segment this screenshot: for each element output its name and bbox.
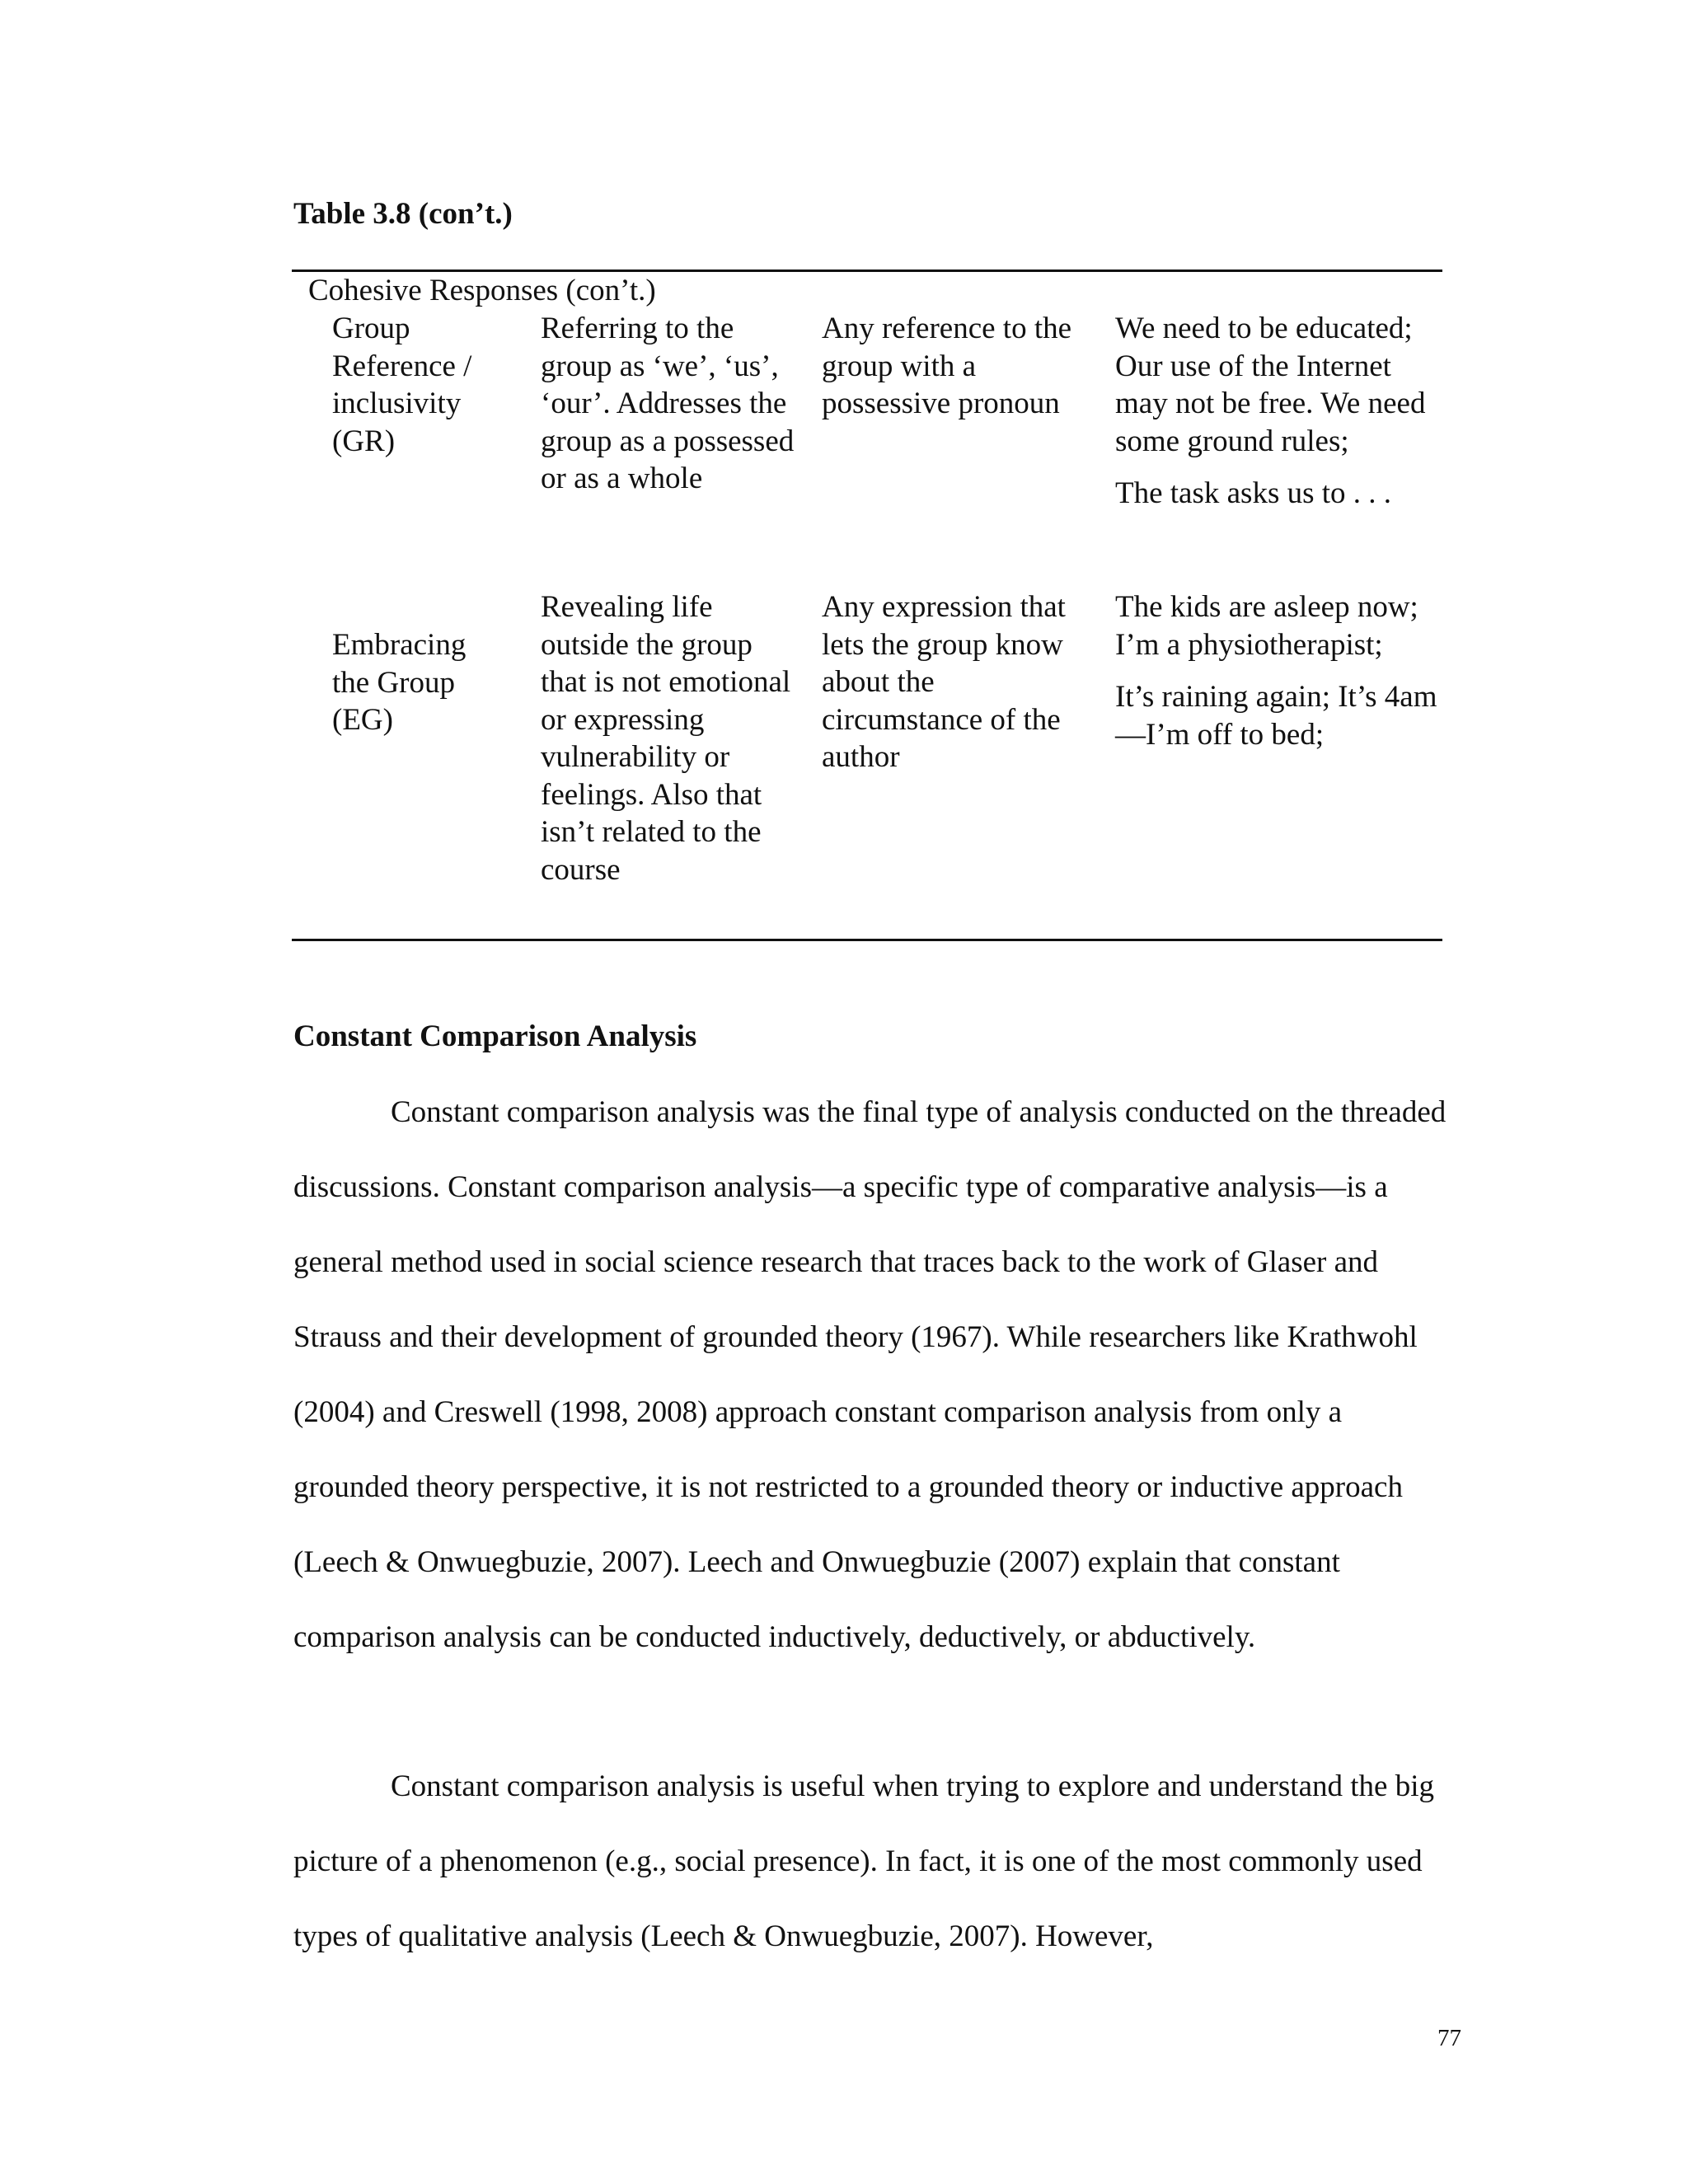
row-1-example-2: The task asks us to . . . xyxy=(1115,476,1392,510)
row-2-indicator-text: Any expression that lets the group know about the circumstance of the author xyxy=(822,590,1066,774)
row-2-example-2: It’s raining again; It’s 4am—I’m off to bed; xyxy=(1115,680,1437,752)
section-heading: Constant Comparison Analysis xyxy=(293,1019,697,1053)
row-1-definition xyxy=(541,310,796,498)
row-2-definition-text: Revealing life outside the group that is not emotional or expressing vulnerability or feelings. Also that isn’t related to the course xyxy=(541,590,791,887)
row-1-indicator-text: Any reference to the group with a possessive pronoun xyxy=(822,312,1072,420)
row-1-examples xyxy=(1115,310,1443,513)
row-2-indicator xyxy=(822,588,1098,776)
row-2-examples xyxy=(1115,588,1443,753)
body-paragraph: Constant comparison analysis is useful when trying to explore and understand the big picture of a phenomenon (e.g., social presence). In fact, it is one of the most commonly used types of qualitative analysis (Leech & Onwuegbuzie, 2007). However, xyxy=(293,1769,1434,1953)
row-2-category-text: Embracing the Group (EG) xyxy=(332,628,467,737)
row-1-category-text: Group Reference / inclusivity (GR) xyxy=(332,312,472,458)
row-1-category xyxy=(332,310,505,460)
body-paragraph: Constant comparison analysis was the final type of analysis conducted on the threaded discussions. Constant comparison analysis—a specific type of comparative analysis—is a general method used in social science research that traces back to the work of Glaser and Strauss and their development of grounded theory (1967). While researchers like Krathwohl (2004) and Creswell (1998, 2008) approach constant comparison analysis from only a grounded theory perspective, it is not restricted to a grounded theory or inductive approach (Leech & Onwuegbuzie, 2007). Leech and Onwuegbuzie (2007) explain that constant comparison analysis can be conducted inductively, deductively, or abductively. xyxy=(293,1095,1447,1654)
row-2-definition xyxy=(541,588,796,888)
row-2-category xyxy=(332,626,505,739)
page-number: 77 xyxy=(1437,2025,1461,2051)
row-1-definition-text: Referring to the group as ‘we’, ‘us’, ‘our’. Addresses the group as a possessed or as a whole xyxy=(541,312,795,495)
row-2-example-1: The kids are asleep now; I’m a physiotherapist; xyxy=(1115,590,1418,662)
table-title: Table 3.8 (con’t.) xyxy=(293,197,513,231)
table-bottom-rule xyxy=(292,939,1442,941)
row-1-example-1: We need to be educated; Our use of the Internet may not be free. We need some ground rules; xyxy=(1115,312,1426,458)
table-group-heading: Cohesive Responses (con’t.) xyxy=(308,274,656,307)
row-1-indicator xyxy=(822,310,1098,423)
